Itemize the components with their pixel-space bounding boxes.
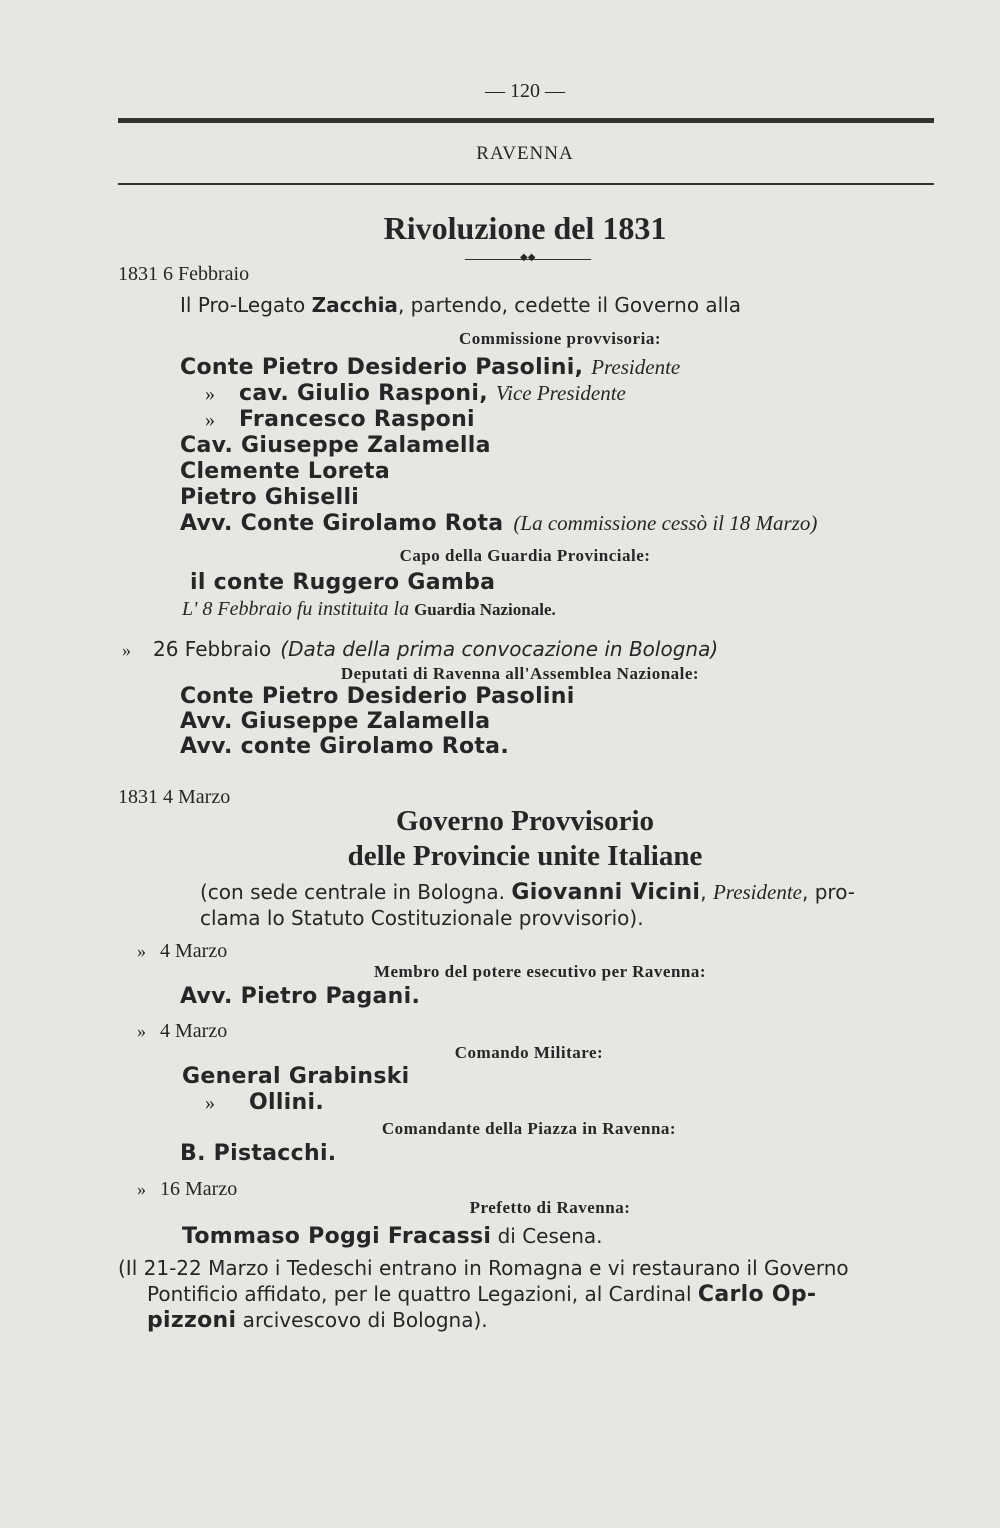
member-2-mark: »: [205, 383, 215, 405]
closing-line-1: (Il 21-22 Marzo i Tedeschi entrano in Romagna e vi restaurano il Governo: [118, 1256, 849, 1280]
comando-heading: Comando Militare:: [454, 1043, 604, 1062]
governo-desc-1: (con sede centrale in Bologna. Giovanni Vicini, Presidente, pro-: [200, 880, 856, 905]
date-4-marzo-governo: 1831 4 Marzo: [118, 786, 231, 808]
member-7: [180, 511, 817, 536]
comando-name-2-mark: »: [205, 1092, 215, 1114]
comando-name-2-text: Ollini.: [249, 1090, 324, 1115]
intro-text: [180, 293, 741, 317]
commissione-heading: Commissione provvisoria:: [459, 329, 661, 348]
closing-line-2-pre: Pontificio affidato, per le quattro Legazioni, al Cardinal: [147, 1282, 698, 1306]
member-4: Cav. Giuseppe Zalamella: [180, 433, 491, 458]
header-rule-thin: [118, 183, 934, 185]
date-16-text: 16 Marzo: [160, 1178, 238, 1200]
member-3: [205, 407, 475, 432]
governo-title-2: delle Provincie unite Italiane: [347, 840, 703, 872]
governo-title-1: Governo Provvisorio: [395, 805, 654, 837]
prefetto-line: [182, 1224, 602, 1249]
comando-name-2: [205, 1090, 324, 1115]
member-1: Conte Pietro Desiderio Pasolini, Presidente: [180, 355, 681, 380]
member-1-name: Conte Pietro Desiderio Pasolini: [180, 355, 575, 380]
guard-note-pre: L' 8 Febbraio fu instituita la: [182, 598, 415, 620]
governo-desc-name: Giovanni Vicini: [511, 880, 701, 905]
header-rule-thick: [118, 118, 934, 123]
intro-name: Zacchia: [311, 293, 398, 317]
date-4-marzo-membro: [137, 940, 227, 963]
page-number: — 120 —: [485, 80, 565, 102]
date-4b-mark: »: [137, 1021, 146, 1041]
membro-heading: Membro del potere esecutivo per Ravenna:: [373, 962, 707, 981]
intro-post: , partendo, cedette il Governo alla: [397, 293, 742, 317]
date-4-marzo-comando: [137, 1020, 227, 1043]
title-ornament-icon: ◆◆: [520, 252, 536, 263]
member-2-name: cav. Giulio Rasponi: [239, 381, 480, 406]
member-2-role: Vice Presidente: [495, 381, 626, 405]
closing-line-2: [147, 1282, 816, 1307]
deputy-2: Avv. Giuseppe Zalamella: [180, 709, 491, 734]
page-title: Rivoluzione del 1831: [383, 210, 667, 246]
deputati-heading: Deputati di Ravenna all'Assemblea Nazionale:: [340, 664, 700, 683]
member-7-note: (La commissione cessò il 18 Marzo): [513, 511, 818, 535]
date-26-note: (Data della prima convocazione in Bologna): [280, 637, 719, 661]
membro-name: Avv. Pietro Pagani.: [180, 984, 421, 1009]
guard-name: il conte Ruggero Gamba: [190, 570, 496, 595]
date-4a-mark: »: [137, 941, 146, 961]
piazza-name: B. Pistacchi.: [180, 1141, 337, 1166]
closing-line-3-name: pizzoni: [147, 1308, 237, 1333]
closing-line-3: [147, 1308, 488, 1333]
deputy-3: Avv. conte Girolamo Rota.: [180, 734, 509, 759]
member-1-role: Presidente: [591, 355, 681, 379]
closing-line-2-name: Carlo Op-: [697, 1282, 817, 1307]
guard-note: [182, 598, 556, 621]
member-5: Clemente Loreta: [180, 459, 390, 484]
date-26-mark: »: [122, 640, 131, 660]
prefetto-post: di Cesena.: [491, 1224, 603, 1248]
date-26-febbraio: [122, 637, 718, 661]
date-16-mark: »: [137, 1179, 146, 1199]
date-26-text: 26 Febbraio: [153, 637, 272, 661]
prefetto-name: Tommaso Poggi Fracassi: [182, 1224, 492, 1249]
member-3-mark: »: [205, 409, 215, 431]
governo-desc-post: , pro-: [802, 880, 856, 904]
section-city: RAVENNA: [476, 143, 574, 164]
governo-desc-2: clama lo Statuto Costituzionale provvisorio).: [200, 906, 644, 930]
date-4a-text: 4 Marzo: [160, 940, 228, 962]
guard-note-bold: Guardia Nazionale.: [414, 600, 556, 619]
deputy-1: Conte Pietro Desiderio Pasolini: [180, 684, 575, 709]
intro-pre: Il Pro-Legato: [180, 293, 312, 317]
piazza-heading: Comandante della Piazza in Ravenna:: [381, 1119, 677, 1138]
member-6: Pietro Ghiselli: [180, 485, 360, 510]
governo-desc-pre: (con sede centrale in Bologna.: [200, 880, 512, 904]
closing-line-3-post: arcivescovo di Bologna).: [236, 1308, 488, 1332]
member-3-name: Francesco Rasponi: [239, 407, 475, 432]
governo-desc-role: Presidente: [712, 880, 802, 904]
comando-name-1: General Grabinski: [182, 1064, 410, 1089]
prefetto-heading: Prefetto di Ravenna:: [469, 1198, 631, 1217]
date-4b-text: 4 Marzo: [160, 1020, 228, 1042]
member-7-name: Avv. Conte Girolamo Rota: [180, 511, 504, 536]
guard-heading: Capo della Guardia Provinciale:: [399, 546, 651, 565]
date-6-febbraio: 1831 6 Febbraio: [118, 263, 250, 285]
member-2: » cav. Giulio Rasponi, Vice Presidente: [205, 381, 626, 406]
